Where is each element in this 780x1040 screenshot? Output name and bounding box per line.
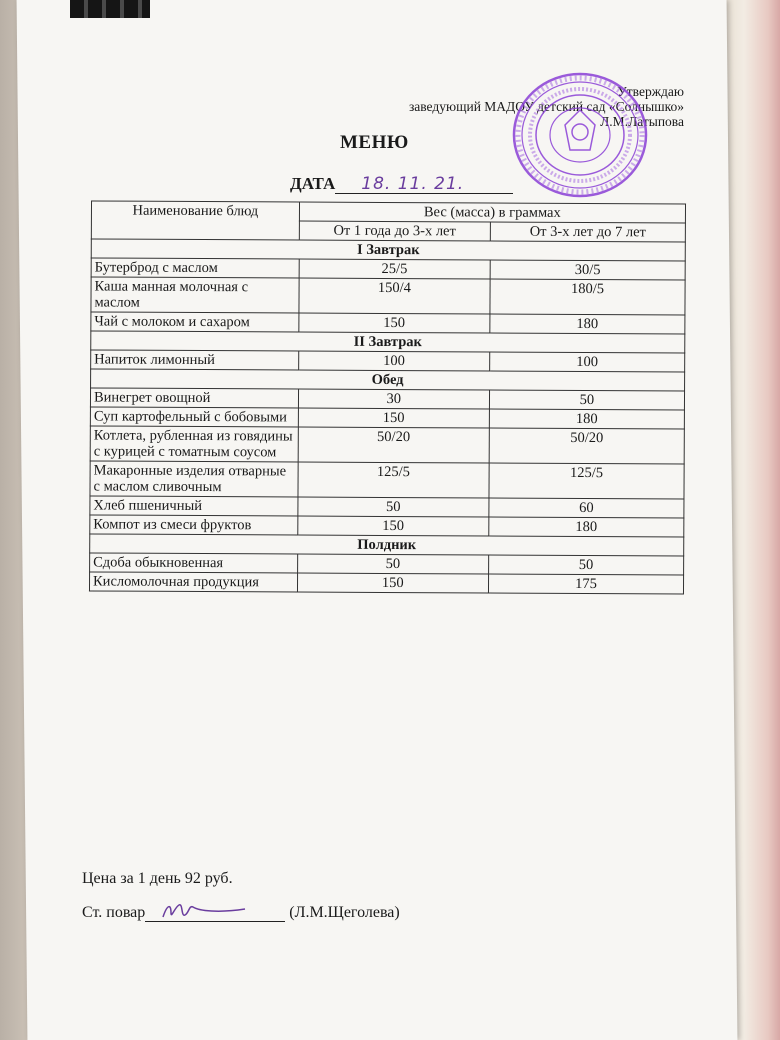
date-value: 18. 11. 21.: [361, 174, 465, 194]
cook-signature-field: [145, 905, 285, 922]
header-weight: Вес (масса) в граммах: [299, 202, 685, 223]
dish-name-cell: Кисломолочная продукция: [89, 572, 297, 592]
weight-age-2-cell: 50: [489, 390, 684, 410]
approval-line-2: заведующий МАДОУ детский сад «Солнышко»: [408, 99, 684, 114]
dish-name-cell: Суп картофельный с бобовыми: [90, 407, 298, 427]
weight-age-1-cell: 150: [297, 516, 488, 536]
date-line: [290, 174, 513, 194]
dish-name-cell: Хлеб пшеничный: [90, 496, 298, 516]
weight-age-1-cell: 125/5: [298, 462, 489, 498]
table-row: [90, 426, 684, 464]
weight-age-1-cell: 100: [298, 351, 489, 371]
table-header-row: [91, 201, 685, 223]
header-age-2: От 3-х лет до 7 лет: [490, 222, 685, 242]
weight-age-1-cell: 150: [297, 573, 488, 593]
section-title: Полдник: [90, 534, 684, 556]
table-row: [89, 572, 683, 594]
section-title: II Завтрак: [91, 331, 685, 353]
header-dish-name: Наименование блюд: [91, 201, 299, 240]
weight-age-1-cell: 25/5: [299, 259, 490, 279]
price-text: Цена за 1 день 92 руб.: [82, 870, 233, 887]
weight-age-2-cell: 125/5: [489, 463, 684, 499]
section-title: I Завтрак: [91, 239, 685, 261]
weight-age-2-cell: 100: [490, 352, 685, 372]
weight-age-1-cell: 150/4: [299, 278, 490, 314]
dish-name-cell: Макаронные изделия отварные с маслом сливочным: [90, 461, 298, 497]
menu-table: [89, 200, 686, 594]
approval-line-3: Л.М.Латыпова: [600, 114, 684, 129]
weight-age-2-cell: 180: [489, 517, 684, 537]
weight-age-1-cell: 50: [297, 554, 488, 574]
dish-name-cell: Чай с молоком и сахаром: [91, 312, 299, 332]
dish-name-cell: Напиток лимонный: [91, 350, 299, 370]
weight-age-2-cell: 180/5: [490, 279, 685, 315]
section-title: Обед: [91, 369, 685, 391]
table-row: [91, 277, 685, 315]
weight-age-2-cell: 175: [488, 574, 683, 594]
weight-age-1-cell: 30: [298, 389, 489, 409]
cook-label: Ст. повар: [82, 904, 146, 921]
date-field: [335, 175, 513, 194]
weight-age-2-cell: 180: [489, 409, 684, 429]
dish-name-cell: Котлета, рубленная из говядины с курицей с томатным соусом: [90, 426, 298, 462]
weight-age-1-cell: 150: [298, 408, 489, 428]
cook-signature-line: [82, 904, 400, 922]
weight-age-2-cell: 50: [488, 555, 683, 575]
dish-name-cell: Бутерброд с маслом: [91, 258, 299, 278]
header-age-1: От 1 года до 3-х лет: [299, 221, 490, 241]
dish-name-cell: Каша манная молочная с маслом: [91, 277, 299, 313]
weight-age-1-cell: 50: [298, 497, 489, 517]
dish-name-cell: Винегрет овощной: [90, 388, 298, 408]
approval-line-1: Утверждаю: [617, 84, 684, 99]
cook-name: (Л.М.Щеголева): [289, 904, 400, 921]
dish-name-cell: Компот из смеси фруктов: [90, 515, 298, 535]
weight-age-2-cell: 30/5: [490, 260, 685, 280]
official-stamp-icon: [510, 70, 650, 200]
weight-age-1-cell: 150: [299, 313, 490, 333]
weight-age-1-cell: 50/20: [298, 427, 489, 463]
binder-clip-icon: [70, 0, 150, 18]
date-label: ДАТА: [290, 174, 336, 193]
weight-age-2-cell: 50/20: [489, 428, 684, 464]
weight-age-2-cell: 60: [489, 498, 684, 518]
dish-name-cell: Сдоба обыкновенная: [90, 553, 298, 573]
weight-age-2-cell: 180: [490, 314, 685, 334]
table-row: [90, 461, 684, 499]
page-title: МЕНЮ: [340, 132, 409, 153]
cook-signature-icon: [159, 899, 249, 923]
